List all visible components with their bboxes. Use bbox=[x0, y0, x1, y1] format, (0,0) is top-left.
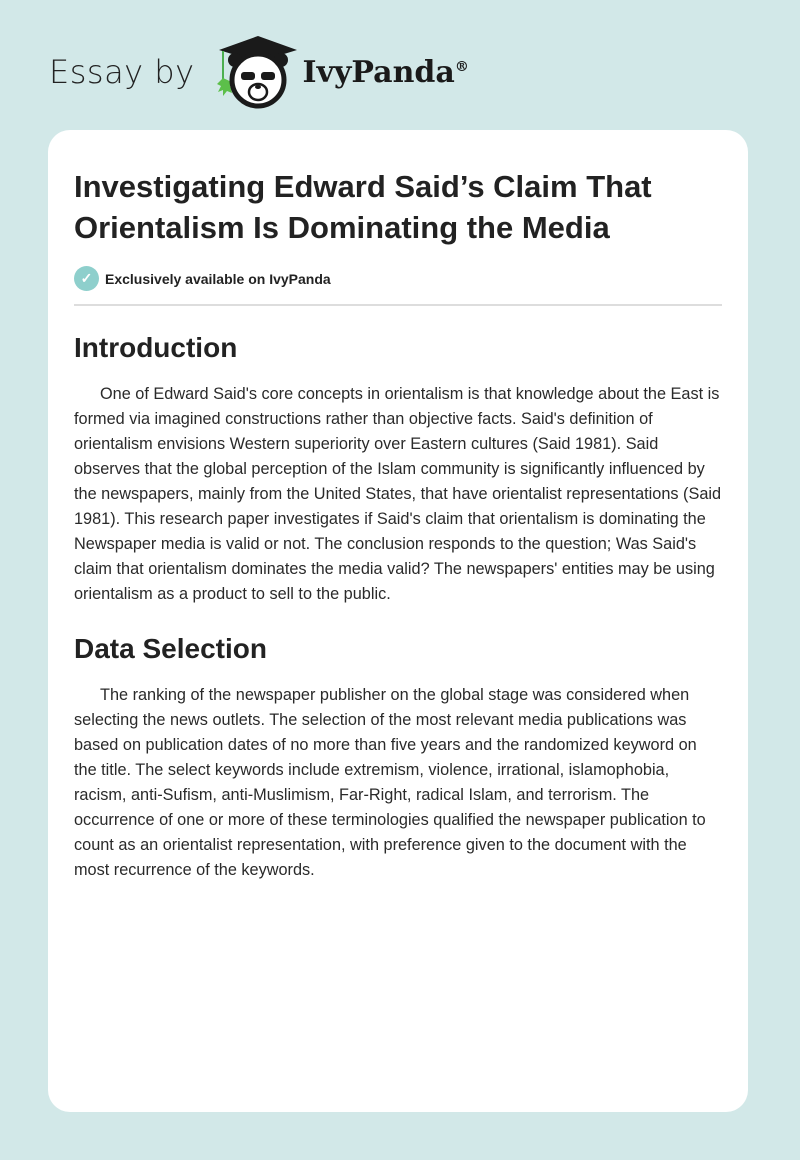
essay-title: Investigating Edward Said’s Claim That Orientalism Is Dominating the Media bbox=[74, 169, 652, 245]
essay-by-label: Essay by bbox=[49, 53, 195, 91]
section-body: One of Edward Said's core concepts in orientalism is that knowledge about the East is formed via imagined constructions rather than objective facts. Said's definition of orientalism envisions Western superiority over Eastern cultures (Said 1981). Said observes that the global perception of the Islam community is significantly influenced by the newspapers, mainly from the United States, that have orientalist representations (Said 1981). This research paper investigates if Said's claim that orientalism is dominating the Newspaper media is valid or not. The conclusion responds to the question; Was Said's claim that orientalism dominates the media valid? The newspapers' entities may be using orientalism as a product to sell to the public. bbox=[74, 385, 722, 603]
exclusive-badge bbox=[74, 266, 722, 291]
ivypanda-logo-icon[interactable] bbox=[215, 34, 301, 110]
section-heading: Data Selection bbox=[74, 633, 267, 664]
essay-card bbox=[48, 130, 748, 1112]
registered-mark: ® bbox=[454, 58, 469, 75]
brand-text: IvyPanda bbox=[302, 54, 455, 90]
site-header bbox=[49, 34, 469, 110]
exclusive-label: Exclusively available on IvyPanda bbox=[105, 270, 331, 287]
divider bbox=[74, 304, 722, 306]
brand-name[interactable] bbox=[303, 55, 469, 90]
section-heading: Introduction bbox=[74, 332, 238, 363]
section-body: The ranking of the newspaper publisher on the global stage was considered when selecting the news outlets. The selection of the most relevant media publications was based on publication dates of no more than five years and the randomized keyword on the title. The select keywords include extremism, violence, irrational, islamophobia, racism, anti-Sufism, anti-Muslimism, Far-Right, radical Islam, and terrorism. The occurrence of one or more of these terminologies qualified the newspaper publication to count as an orientalist representation, with preference given to the document with the most recurrence of the keywords. bbox=[74, 686, 706, 879]
check-icon: ✓ bbox=[74, 266, 99, 291]
